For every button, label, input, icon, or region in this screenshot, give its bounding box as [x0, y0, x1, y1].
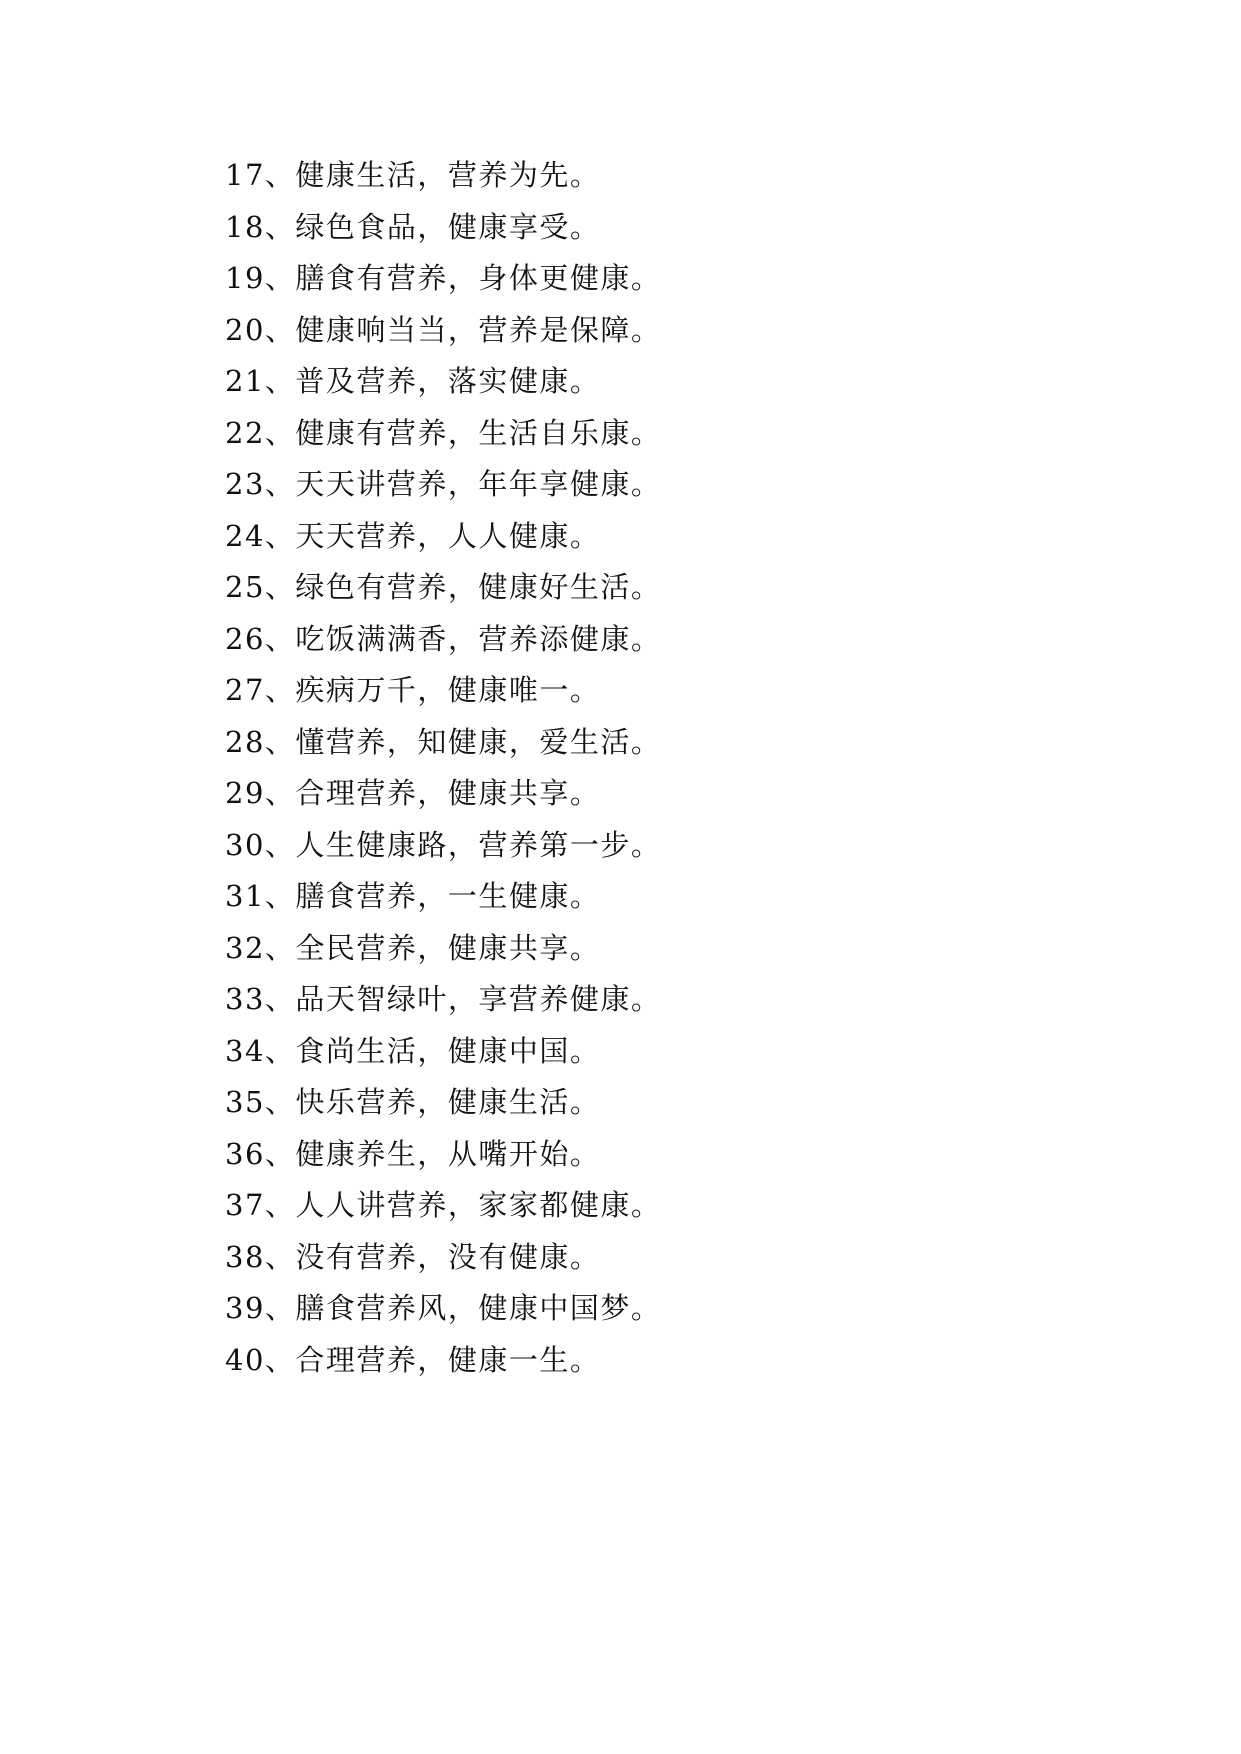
document-body: [225, 150, 1121, 1386]
list-item: 40、合理营养，健康一生。: [225, 1342, 601, 1377]
list-item: 32、全民营养，健康共享。: [225, 930, 601, 965]
list-item: 33、品天智绿叶，享营养健康。: [225, 982, 662, 1016]
list-item: 27、疾病万千，健康唯一。: [225, 673, 601, 707]
list-item: 38、没有营养，没有健康。: [225, 1239, 601, 1274]
list-item: 22、健康有营养，生活自乐康。: [225, 415, 662, 450]
list-item: 29、合理营养，健康共享。: [225, 776, 601, 810]
list-item: 17、健康生活，营养为先。: [225, 158, 601, 192]
list-item: 19、膳食有营养，身体更健康。: [225, 261, 662, 295]
list-item: 24、天天营养，人人健康。: [225, 518, 601, 553]
list-item: 36、健康养生，从嘴开始。: [225, 1136, 601, 1171]
list-item: 28、懂营养，知健康，爱生活。: [225, 724, 662, 759]
list-item: 35、快乐营养，健康生活。: [225, 1085, 601, 1119]
list-item: 18、绿色食品，健康享受。: [225, 209, 601, 244]
list-item: 25、绿色有营养，健康好生活。: [225, 570, 662, 604]
list-item: 21、普及营养，落实健康。: [225, 364, 601, 398]
list-item: 30、人生健康路，营养第一步。: [225, 827, 662, 862]
list-item: 20、健康响当当，营养是保障。: [225, 312, 662, 347]
list-item: 23、天天讲营养，年年享健康。: [225, 467, 662, 501]
list-item: 37、人人讲营养，家家都健康。: [225, 1188, 662, 1222]
list-item: 31、膳食营养，一生健康。: [225, 879, 601, 913]
list-item: 34、食尚生活，健康中国。: [225, 1033, 601, 1068]
list-item: 26、吃饭满满香，营养添健康。: [225, 621, 662, 656]
list-item: 39、膳食营养风，健康中国梦。: [225, 1291, 662, 1325]
